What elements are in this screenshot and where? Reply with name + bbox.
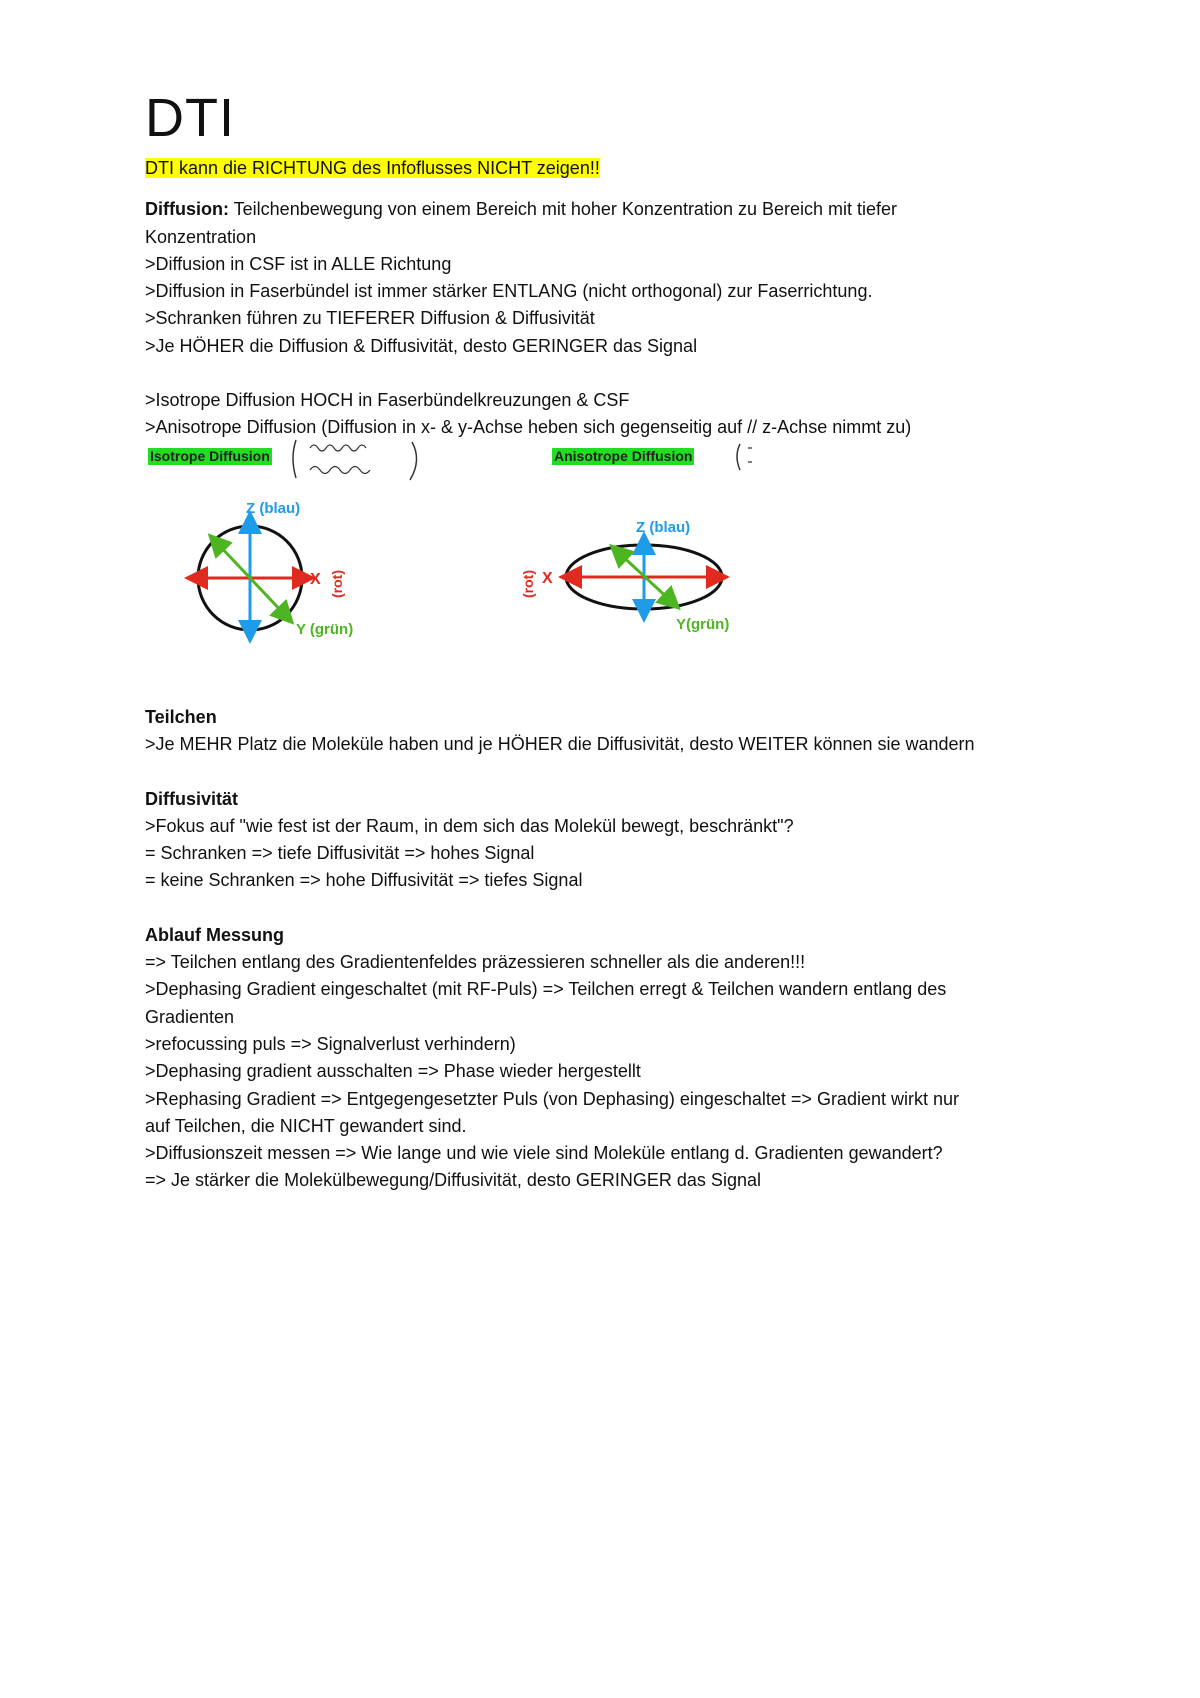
anisotrope-diagram <box>510 510 750 650</box>
diffusion-definition-cont: Konzentration <box>145 226 257 247</box>
ablauf-line: => Teilchen entlang des Gradientenfeldes präzessieren schneller als die anderen!!! <box>145 952 806 973</box>
isotrope-label: Isotrope Diffusion <box>150 448 270 464</box>
ablauf-line: => Je stärker die Molekülbewegung/Diffusivität, desto GERINGER das Signal <box>145 1170 761 1191</box>
diffusivitaet-line: = Schranken => tiefe Diffusivität => hohes Signal <box>145 843 535 864</box>
isotropy-point: >Anisotrope Diffusion (Diffusion in x- & y-Achse heben sich gegenseitig auf // z-Achse nimmt zu) <box>145 417 912 438</box>
page-title: DTI <box>145 88 235 148</box>
z-label: Z (blau) <box>636 519 691 536</box>
section-heading: Diffusivität <box>145 788 239 809</box>
x-label: X <box>310 571 321 588</box>
teilchen-line: >Je MEHR Platz die Moleküle haben und je HÖHER die Diffusivität, desto WEITER können sie wandern <box>145 734 975 755</box>
ablauf-line: >Rephasing Gradient => Entgegengesetzter Puls (von Dephasing) eingeschaltet => Gradient wirkt nur <box>145 1088 959 1109</box>
handwritten-note <box>290 436 430 486</box>
y-label: Y (grün) <box>296 621 354 638</box>
ablauf-line: >Diffusionszeit messen => Wie lange und wie viele sind Moleküle entlang d. Gradienten gewandert? <box>145 1143 943 1164</box>
diffusion-definition: Teilchenbewegung von einem Bereich mit hoher Konzentration zu Bereich mit tiefer <box>228 199 898 220</box>
diffusion-point: >Je HÖHER die Diffusion & Diffusivität, desto GERINGER das Signal <box>145 335 698 356</box>
warning-highlight: DTI kann die RICHTUNG des Infoflusses NICHT zeigen!! <box>145 158 600 178</box>
diffusion-point: >Schranken führen zu TIEFERER Diffusion & Diffusivität <box>145 308 595 329</box>
x-label: X <box>542 570 553 587</box>
diffusion-point: >Diffusion in Faserbündel ist immer stärker ENTLANG (nicht orthogonal) zur Faserrichtung. <box>145 281 873 302</box>
y-label: Y(grün) <box>676 616 730 633</box>
ablauf-line: >refocussing puls => Signalverlust verhindern) <box>145 1033 516 1054</box>
intro-section <box>145 155 1075 442</box>
ablauf-line: auf Teilchen, die NICHT gewandert sind. <box>145 1115 467 1136</box>
section-heading: Teilchen <box>145 707 217 727</box>
diffusion-label: Diffusion: <box>145 199 229 220</box>
x-color-label: (rot) <box>329 570 345 598</box>
lower-section <box>145 704 1075 1195</box>
diffusivitaet-line: >Fokus auf "wie fest ist der Raum, in dem sich das Molekül bewegt, beschränkt"? <box>145 815 794 836</box>
z-label: Z (blau) <box>246 500 301 517</box>
ablauf-line: Gradienten <box>145 1006 235 1027</box>
isotrope-diagram <box>180 490 390 650</box>
ablauf-line: >Dephasing Gradient eingeschaltet (mit RF-Puls) => Teilchen erregt & Teilchen wandern entlang des <box>145 979 947 1000</box>
isotropy-point: >Isotrope Diffusion HOCH in Faserbündelkreuzungen & CSF <box>145 390 630 411</box>
anisotrope-label: Anisotrope Diffusion <box>554 448 693 464</box>
diffusion-point: >Diffusion in CSF ist in ALLE Richtung <box>145 253 452 274</box>
x-color-label: (rot) <box>520 570 536 598</box>
section-heading: Ablauf Messung <box>145 924 285 945</box>
diffusivitaet-line: = keine Schranken => hohe Diffusivität => tiefes Signal <box>145 870 583 891</box>
ablauf-line: >Dephasing gradient ausschalten => Phase wieder hergestellt <box>145 1061 641 1082</box>
handwritten-note <box>732 440 762 476</box>
